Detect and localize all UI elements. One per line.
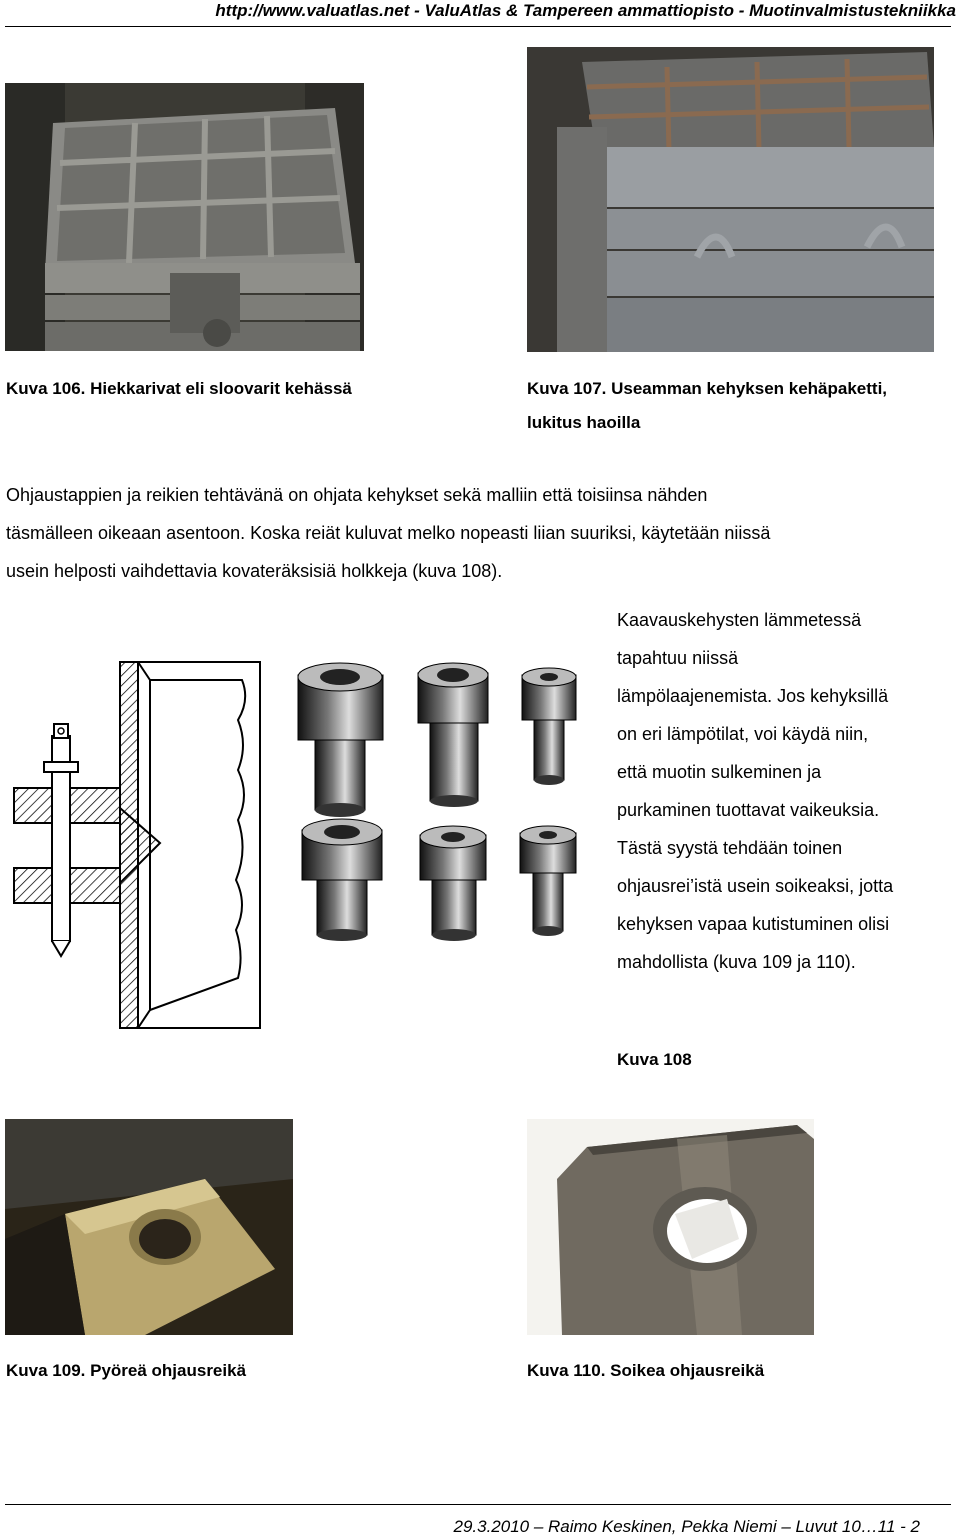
caption-kuva-106: Kuva 106. Hiekkarivat eli sloovarit kehässä <box>6 379 352 398</box>
photo-sand-bars-in-frame <box>5 83 364 351</box>
drawing-guide-pin-section <box>10 658 272 1036</box>
paragraph-line: Ohjaustappien ja reikien tehtävänä on ohjata kehykset sekä malliin että toisiinsa nähden <box>6 485 708 505</box>
page-footer: 29.3.2010 – Raimo Keskinen, Pekka Niemi – Luvut 10…11 - 2 <box>453 1517 920 1536</box>
paragraph-line: tapahtuu niissä <box>617 648 739 668</box>
paragraph-line: purkaminen tuottavat vaikeuksia. <box>617 800 880 820</box>
footer-divider <box>5 1504 951 1505</box>
illustration-bushings <box>290 655 600 945</box>
paragraph-line: täsmälleen oikeaan asentoon. Koska reiät kuluvat melko nopeasti liian suuriksi, käytetään niissä <box>6 523 771 543</box>
photo-round-guide-hole <box>5 1119 293 1335</box>
caption-kuva-108: Kuva 108 <box>617 1050 692 1069</box>
caption-kuva-107-line2: lukitus haoilla <box>527 413 641 432</box>
paragraph-line: Tästä syystä tehdään toinen <box>617 838 843 858</box>
header-divider <box>5 26 951 27</box>
paragraph-line: ohjausrei’istä usein soikeaksi, jotta <box>617 876 894 896</box>
caption-kuva-107-line1: Kuva 107. Useamman kehyksen kehäpaketti, <box>527 379 888 398</box>
paragraph-guide-pins <box>6 476 956 590</box>
photo-oval-guide-hole <box>527 1119 814 1335</box>
photo-frame-package <box>527 47 934 352</box>
paragraph-thermal-expansion <box>617 601 957 981</box>
paragraph-line: usein helposti vaihdettavia kovateräksisiä holkkeja (kuva 108). <box>6 561 503 581</box>
page-header: http://www.valuatlas.net - ValuAtlas & Tampereen ammattiopisto - Muotinvalmistustekniikka <box>215 1 956 20</box>
paragraph-line: että muotin sulkeminen ja <box>617 762 822 782</box>
caption-kuva-110: Kuva 110. Soikea ohjausreikä <box>527 1361 765 1380</box>
paragraph-line: lämpölaajenemista. Jos kehyksillä <box>617 686 889 706</box>
paragraph-line: Kaavauskehysten lämmetessä <box>617 610 862 630</box>
paragraph-line: mahdollista (kuva 109 ja 110). <box>617 952 856 972</box>
caption-kuva-109: Kuva 109. Pyöreä ohjausreikä <box>6 1361 247 1380</box>
paragraph-line: kehyksen vapaa kutistuminen olisi <box>617 914 890 934</box>
paragraph-line: on eri lämpötilat, voi käydä niin, <box>617 724 869 744</box>
